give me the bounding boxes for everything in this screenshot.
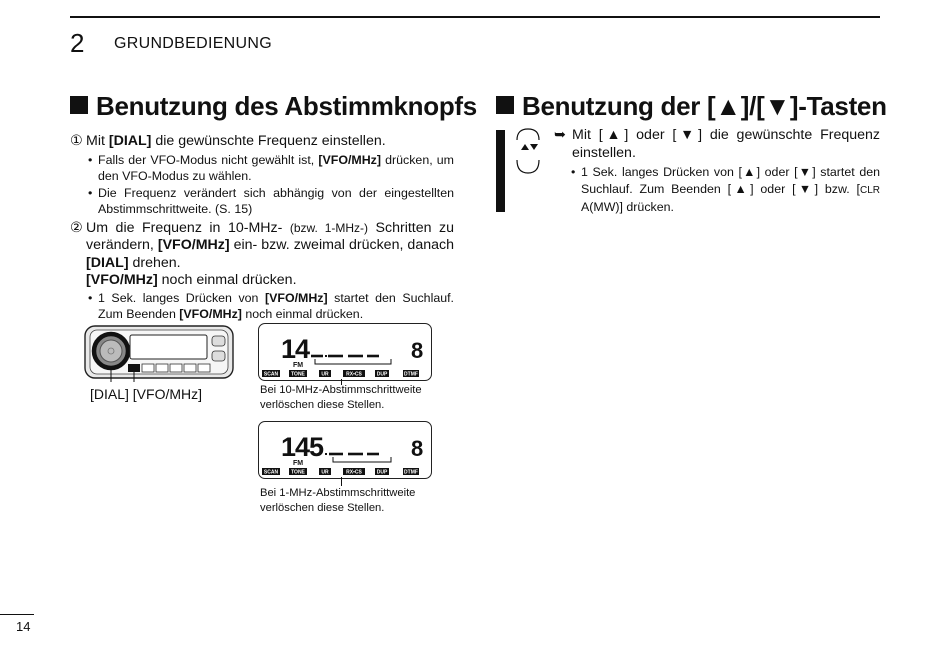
lcd-indicator-label: DTMF	[404, 371, 418, 378]
radio-front-panel	[84, 324, 236, 380]
lcd-1-mode: FM	[293, 362, 304, 369]
lcd-indicator-label: SCAN	[263, 469, 279, 476]
lcd-2-leader	[341, 477, 342, 486]
step-1-bullet-1: • Falls der VFO-Modus nicht gewählt ist, [VFO/MHz] drücken, um den VFO-Modus zu wählen.	[88, 152, 454, 185]
lcd-indicator-label: DUP	[376, 371, 388, 378]
lcd-2-digits: 145	[281, 432, 324, 462]
step-1-bullet-2: • Die Frequenz verändert sich abhängig von der eingestellten Abstimmschrittweite. (S. 15)	[88, 185, 454, 218]
lcd-1-graphic	[259, 324, 431, 380]
right-section-heading	[496, 90, 887, 122]
lcd-display-10mhz	[258, 323, 432, 381]
dial-key: [DIAL]	[108, 133, 152, 149]
lcd-indicator-label: UR	[321, 371, 329, 378]
left-section-title: Benutzung des Abstimmknopfs	[96, 91, 477, 121]
lcd-2-mode: FM	[293, 460, 304, 467]
right-bullet-wrapper	[554, 164, 880, 216]
lcd-2-channel: 8	[411, 436, 424, 461]
right-main-instruction: ➥ Mit [▲] oder [▼] die gewünschte Frequenz einstellen.	[554, 127, 881, 161]
radio-callout-label: [DIAL] [VFO/MHz]	[90, 386, 203, 402]
up-down-key-icon	[514, 126, 542, 176]
lcd-indicator-label: SCAN	[263, 371, 279, 378]
right-instructions	[554, 127, 880, 216]
step-1-number: ①	[70, 133, 83, 149]
step-2-line-2: [VFO/MHz] noch einmal drücken.	[86, 272, 297, 288]
lcd-indicator-label: RX•CS	[346, 469, 362, 476]
radio-illustration	[84, 324, 236, 384]
heading-square-icon	[70, 96, 88, 114]
left-section-heading	[70, 90, 477, 122]
footer-rule	[0, 614, 34, 615]
lcd-1-channel: 8	[411, 338, 424, 363]
lcd-indicator-label: DUP	[376, 469, 388, 476]
header-rule	[70, 16, 880, 18]
lcd-2-graphic	[259, 422, 431, 478]
chapter-title: GRUNDBEDIENUNG	[114, 35, 272, 52]
step-2-number: ②	[70, 219, 83, 236]
lcd-2-caption: Bei 1-MHz-Abstimmschrittweite verlöschen diese Stellen.	[260, 487, 416, 514]
right-section-title: Benutzung der [▲]/[▼]-Tasten	[522, 91, 887, 121]
section-side-bar	[496, 130, 505, 212]
lcd-2-indicators	[262, 468, 419, 476]
lcd-indicator-label: RX•CS	[346, 371, 362, 378]
step-1-notes	[70, 152, 454, 218]
right-bullet: • 1 Sek. langes Drücken von [▲] oder [▼] startet den Suchlauf. Zum Beenden [▲] oder [▼] bzw. [CLR A(MW)] drücken.	[571, 164, 880, 216]
lcd-1-indicators	[262, 370, 419, 378]
chapter-number: 2	[70, 28, 85, 58]
lcd-indicator-label: TONE	[291, 469, 305, 476]
lcd-display-1mhz	[258, 421, 432, 479]
lcd-1-caption: Bei 10-MHz-Abstimmschrittweite verlöschen diese Stellen.	[260, 384, 422, 411]
page-number: 14	[16, 619, 31, 634]
lcd-indicator-label: TONE	[291, 371, 305, 378]
instruction-arrow-icon: ➥	[554, 127, 566, 143]
step-2: ② Um die Frequenz in 10-MHz- (bzw. 1-MHz-) Schritten zu verändern, [VFO/MHz] ein- bzw. zweimal drücken, danach [DIAL] drehen.	[70, 219, 455, 271]
lcd-indicator-label: DTMF	[404, 469, 418, 476]
heading-square-icon-2	[496, 96, 514, 114]
lcd-indicator-label: UR	[321, 469, 329, 476]
left-instructions	[70, 133, 454, 323]
step-2-notes	[70, 290, 454, 323]
step-2-bullet: • 1 Sek. langes Drücken von [VFO/MHz] startet den Suchlauf. Zum Beenden [VFO/MHz] noch einmal drücken.	[88, 290, 454, 323]
step-1: ① Mit [DIAL] die gewünschte Frequenz einstellen.	[70, 133, 386, 149]
lcd-1-digits: 14	[281, 334, 310, 364]
